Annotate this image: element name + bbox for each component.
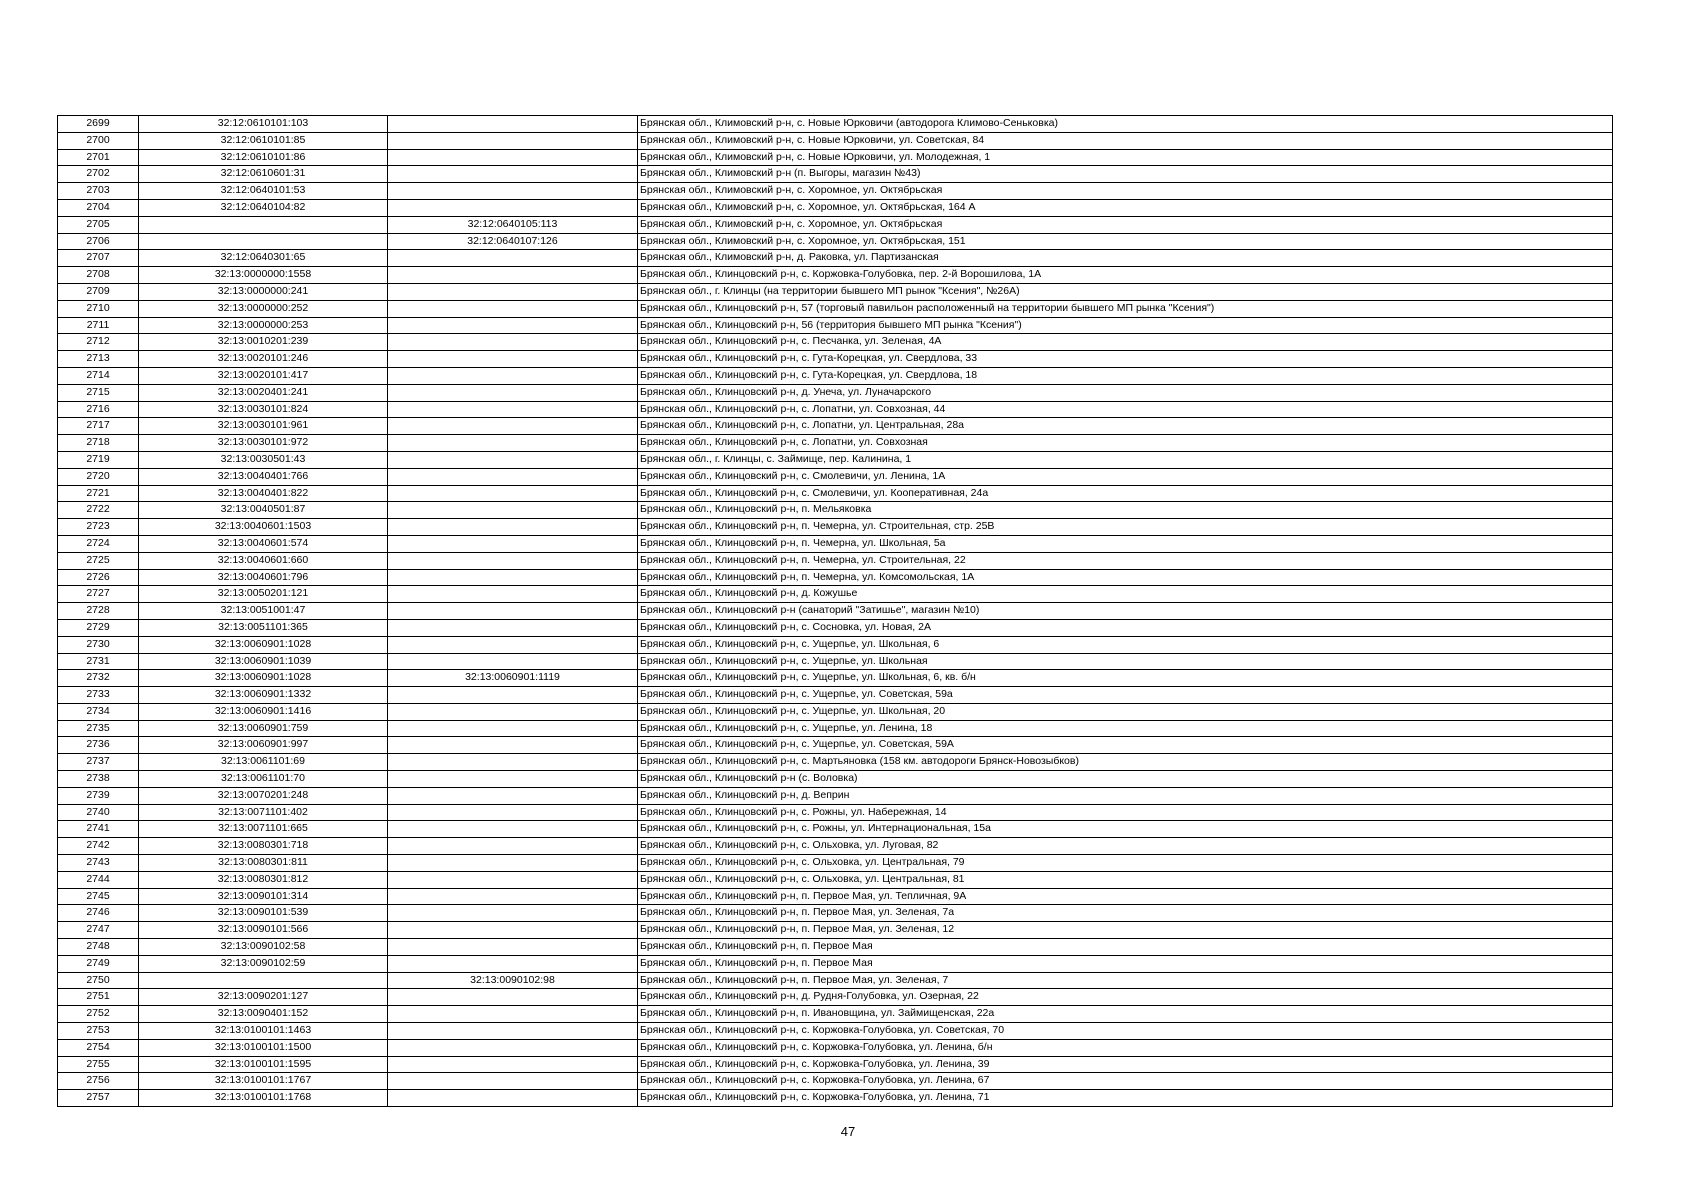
secondary-cadastral-number-cell (388, 1056, 638, 1073)
address-cell: Брянская обл., Клинцовский р-н, д. Кожушье (638, 586, 1613, 603)
table-row (58, 619, 1613, 636)
table-row (58, 687, 1613, 704)
cadastral-number-cell: 32:13:0090101:539 (139, 905, 388, 922)
address-cell: Брянская обл., Клинцовский р-н, д. Унеча, ул. Луначарского (638, 384, 1613, 401)
table-row (58, 116, 1613, 133)
table-row (58, 300, 1613, 317)
address-cell: Брянская обл., Климовский р-н, с. Хоромное, ул. Октябрьская, 164 А (638, 199, 1613, 216)
row-number-cell: 2731 (58, 653, 139, 670)
secondary-cadastral-number-cell (388, 199, 638, 216)
cadastral-number-cell: 32:13:0040601:574 (139, 535, 388, 552)
row-number-cell: 2735 (58, 720, 139, 737)
cadastral-number-cell: 32:13:0040601:660 (139, 552, 388, 569)
table-row (58, 653, 1613, 670)
row-number-cell: 2703 (58, 183, 139, 200)
table-row (58, 871, 1613, 888)
table-row (58, 183, 1613, 200)
address-cell: Брянская обл., Клинцовский р-н, с. Коржовка-Голубовка, ул. Ленина, 39 (638, 1056, 1613, 1073)
row-number-cell: 2701 (58, 149, 139, 166)
address-cell: Брянская обл., Климовский р-н, с. Новые Юрковичи, ул. Советская, 84 (638, 132, 1613, 149)
table-row (58, 636, 1613, 653)
cadastral-number-cell: 32:13:0100101:1463 (139, 1023, 388, 1040)
cadastral-number-cell: 32:13:0030501:43 (139, 451, 388, 468)
row-number-cell: 2745 (58, 888, 139, 905)
row-number-cell: 2714 (58, 367, 139, 384)
row-number-cell: 2742 (58, 838, 139, 855)
row-number-cell: 2749 (58, 955, 139, 972)
cadastral-number-cell: 32:13:0080301:718 (139, 838, 388, 855)
cadastral-number-cell: 32:13:0070201:248 (139, 787, 388, 804)
secondary-cadastral-number-cell (388, 821, 638, 838)
table-row (58, 1090, 1613, 1107)
table-row (58, 989, 1613, 1006)
secondary-cadastral-number-cell (388, 569, 638, 586)
row-number-cell: 2712 (58, 334, 139, 351)
address-cell: Брянская обл., Клинцовский р-н, п. Первое Мая, ул. Зеленая, 7 (638, 972, 1613, 989)
row-number-cell: 2718 (58, 435, 139, 452)
table-row (58, 603, 1613, 620)
table-row (58, 939, 1613, 956)
row-number-cell: 2746 (58, 905, 139, 922)
table-row (58, 838, 1613, 855)
address-cell: Брянская обл., Клинцовский р-н, п. Ивановщина, ул. Займищенская, 22а (638, 1006, 1613, 1023)
cadastral-number-cell: 32:13:0071101:665 (139, 821, 388, 838)
secondary-cadastral-number-cell (388, 552, 638, 569)
cadastral-number-cell: 32:13:0040401:822 (139, 485, 388, 502)
secondary-cadastral-number-cell (388, 502, 638, 519)
secondary-cadastral-number-cell (388, 283, 638, 300)
cadastral-number-cell: 32:13:0100101:1767 (139, 1073, 388, 1090)
address-cell: Брянская обл., Климовский р-н, д. Раковка, ул. Партизанская (638, 250, 1613, 267)
address-cell: Брянская обл., Клинцовский р-н, с. Коржовка-Голубовка, ул. Ленина, б/н (638, 1039, 1613, 1056)
table-row (58, 132, 1613, 149)
secondary-cadastral-number-cell (388, 603, 638, 620)
address-cell: Брянская обл., Клинцовский р-н, 56 (территория бывшего МП рынка "Ксения") (638, 317, 1613, 334)
address-cell: Брянская обл., Клинцовский р-н, п. Первое Мая, ул. Зеленая, 12 (638, 922, 1613, 939)
cadastral-number-cell: 32:12:0640104:82 (139, 199, 388, 216)
row-number-cell: 2755 (58, 1056, 139, 1073)
address-cell: Брянская обл., Клинцовский р-н (с. Воловка) (638, 771, 1613, 788)
secondary-cadastral-number-cell: 32:13:0090102:98 (388, 972, 638, 989)
address-cell: Брянская обл., Клинцовский р-н, с. Рожны, ул. Набережная, 14 (638, 804, 1613, 821)
address-cell: Брянская обл., Клинцовский р-н, с. Лопатни, ул. Совхозная, 44 (638, 401, 1613, 418)
secondary-cadastral-number-cell (388, 1073, 638, 1090)
address-cell: Брянская обл., Клинцовский р-н, п. Чемерна, ул. Школьная, 5а (638, 535, 1613, 552)
address-cell: Брянская обл., Климовский р-н, с. Хоромное, ул. Октябрьская (638, 216, 1613, 233)
address-cell: Брянская обл., Клинцовский р-н, с. Коржовка-Голубовка, пер. 2-й Ворошилова, 1А (638, 267, 1613, 284)
cadastral-number-cell: 32:13:0060901:759 (139, 720, 388, 737)
cadastral-number-cell: 32:13:0090401:152 (139, 1006, 388, 1023)
secondary-cadastral-number-cell (388, 804, 638, 821)
table-row (58, 367, 1613, 384)
row-number-cell: 2754 (58, 1039, 139, 1056)
secondary-cadastral-number-cell: 32:12:0640105:113 (388, 216, 638, 233)
address-cell: Брянская обл., Клинцовский р-н, с. Лопатни, ул. Центральная, 28а (638, 418, 1613, 435)
cadastral-number-cell: 32:12:0610101:86 (139, 149, 388, 166)
address-cell: Брянская обл., Клинцовский р-н, с. Ущерпье, ул. Школьная, 20 (638, 703, 1613, 720)
secondary-cadastral-number-cell (388, 116, 638, 133)
address-cell: Брянская обл., Клинцовский р-н, с. Песчанка, ул. Зеленая, 4А (638, 334, 1613, 351)
row-number-cell: 2707 (58, 250, 139, 267)
table-row (58, 552, 1613, 569)
table-row (58, 317, 1613, 334)
table-row (58, 1039, 1613, 1056)
table-row (58, 535, 1613, 552)
cadastral-number-cell: 32:13:0071101:402 (139, 804, 388, 821)
table-row (58, 1073, 1613, 1090)
address-cell: Брянская обл., Клинцовский р-н, с. Лопатни, ул. Совхозная (638, 435, 1613, 452)
secondary-cadastral-number-cell (388, 687, 638, 704)
address-cell: Брянская обл., Клинцовский р-н, с. Смолевичи, ул. Ленина, 1А (638, 468, 1613, 485)
table-body (58, 116, 1613, 1107)
address-cell: Брянская обл., Климовский р-н (п. Выгоры, магазин №43) (638, 166, 1613, 183)
secondary-cadastral-number-cell (388, 166, 638, 183)
cadastral-number-cell: 32:13:0000000:253 (139, 317, 388, 334)
address-cell: Брянская обл., Клинцовский р-н, п. Первое Мая (638, 955, 1613, 972)
cadastral-number-cell: 32:13:0050201:121 (139, 586, 388, 603)
row-number-cell: 2750 (58, 972, 139, 989)
row-number-cell: 2757 (58, 1090, 139, 1107)
address-cell: Брянская обл., Клинцовский р-н, п. Первое Мая, ул. Зеленая, 7а (638, 905, 1613, 922)
table-row (58, 149, 1613, 166)
row-number-cell: 2744 (58, 871, 139, 888)
cadastral-number-cell: 32:13:0030101:961 (139, 418, 388, 435)
cadastral-number-cell: 32:13:0060901:997 (139, 737, 388, 754)
row-number-cell: 2729 (58, 619, 139, 636)
row-number-cell: 2715 (58, 384, 139, 401)
row-number-cell: 2710 (58, 300, 139, 317)
row-number-cell: 2756 (58, 1073, 139, 1090)
address-cell: Брянская обл., Клинцовский р-н, с. Ущерпье, ул. Школьная, 6 (638, 636, 1613, 653)
secondary-cadastral-number-cell (388, 922, 638, 939)
secondary-cadastral-number-cell (388, 855, 638, 872)
secondary-cadastral-number-cell (388, 367, 638, 384)
cadastral-number-cell: 32:13:0060901:1332 (139, 687, 388, 704)
secondary-cadastral-number-cell (388, 1006, 638, 1023)
secondary-cadastral-number-cell (388, 317, 638, 334)
row-number-cell: 2708 (58, 267, 139, 284)
cadastral-number-cell: 32:13:0060901:1039 (139, 653, 388, 670)
address-cell: Брянская обл., Клинцовский р-н, с. Коржовка-Голубовка, ул. Ленина, 67 (638, 1073, 1613, 1090)
row-number-cell: 2753 (58, 1023, 139, 1040)
secondary-cadastral-number-cell (388, 703, 638, 720)
address-cell: Брянская обл., Клинцовский р-н, с. Смолевичи, ул. Кооперативная, 24а (638, 485, 1613, 502)
table-row (58, 569, 1613, 586)
secondary-cadastral-number-cell (388, 871, 638, 888)
row-number-cell: 2752 (58, 1006, 139, 1023)
secondary-cadastral-number-cell (388, 351, 638, 368)
table-row (58, 1023, 1613, 1040)
secondary-cadastral-number-cell (388, 451, 638, 468)
address-cell: Брянская обл., Клинцовский р-н, с. Рожны, ул. Интернациональная, 15а (638, 821, 1613, 838)
address-cell: Брянская обл., г. Клинцы (на территории бывшего МП рынок "Ксения", №26А) (638, 283, 1613, 300)
address-cell: Брянская обл., Клинцовский р-н, с. Мартьяновка (158 км. автодороги Брянск-Новозыбков) (638, 754, 1613, 771)
row-number-cell: 2747 (58, 922, 139, 939)
cadastral-number-cell: 32:13:0000000:252 (139, 300, 388, 317)
address-cell: Брянская обл., Клинцовский р-н, с. Гута-Корецкая, ул. Свердлова, 18 (638, 367, 1613, 384)
secondary-cadastral-number-cell (388, 401, 638, 418)
secondary-cadastral-number-cell (388, 653, 638, 670)
cadastral-number-cell: 32:13:0020101:417 (139, 367, 388, 384)
address-cell: Брянская обл., Клинцовский р-н, с. Ущерпье, ул. Школьная (638, 653, 1613, 670)
cadastral-number-cell: 32:13:0010201:239 (139, 334, 388, 351)
secondary-cadastral-number-cell (388, 418, 638, 435)
table-row (58, 351, 1613, 368)
table-row (58, 922, 1613, 939)
table-row (58, 502, 1613, 519)
row-number-cell: 2730 (58, 636, 139, 653)
secondary-cadastral-number-cell (388, 754, 638, 771)
cadastral-number-cell: 32:13:0100101:1768 (139, 1090, 388, 1107)
address-cell: Брянская обл., Клинцовский р-н, д. Веприн (638, 787, 1613, 804)
cadastral-number-cell: 32:13:0030101:824 (139, 401, 388, 418)
row-number-cell: 2709 (58, 283, 139, 300)
cadastral-number-cell: 32:13:0090101:314 (139, 888, 388, 905)
table-row (58, 771, 1613, 788)
cadastral-number-cell: 32:13:0040501:87 (139, 502, 388, 519)
secondary-cadastral-number-cell (388, 250, 638, 267)
cadastral-number-cell: 32:13:0090101:566 (139, 922, 388, 939)
secondary-cadastral-number-cell: 32:13:0060901:1119 (388, 670, 638, 687)
row-number-cell: 2719 (58, 451, 139, 468)
secondary-cadastral-number-cell (388, 384, 638, 401)
table-row (58, 384, 1613, 401)
address-cell: Брянская обл., Клинцовский р-н, п. Первое Мая (638, 939, 1613, 956)
table-row (58, 754, 1613, 771)
cadastral-number-cell: 32:13:0040601:1503 (139, 519, 388, 536)
cadastral-number-cell: 32:13:0051101:365 (139, 619, 388, 636)
row-number-cell: 2751 (58, 989, 139, 1006)
table-row (58, 972, 1613, 989)
table-row (58, 905, 1613, 922)
table-row (58, 435, 1613, 452)
cadastral-number-cell (139, 972, 388, 989)
table-row (58, 267, 1613, 284)
address-cell: Брянская обл., Клинцовский р-н, с. Коржовка-Голубовка, ул. Советская, 70 (638, 1023, 1613, 1040)
cadastral-number-cell (139, 216, 388, 233)
table-row (58, 821, 1613, 838)
table-row (58, 955, 1613, 972)
cadastral-number-cell: 32:12:0640101:53 (139, 183, 388, 200)
row-number-cell: 2699 (58, 116, 139, 133)
row-number-cell: 2732 (58, 670, 139, 687)
table-row (58, 199, 1613, 216)
cadastral-number-cell: 32:13:0020101:246 (139, 351, 388, 368)
cadastral-number-cell: 32:13:0090102:59 (139, 955, 388, 972)
address-cell: Брянская обл., Клинцовский р-н, 57 (торговый павильон расположенный на территории бывшего МП рынка "Ксения") (638, 300, 1613, 317)
row-number-cell: 2704 (58, 199, 139, 216)
table-row (58, 1056, 1613, 1073)
address-cell: Брянская обл., Клинцовский р-н, с. Ущерпье, ул. Школьная, 6, кв. б/н (638, 670, 1613, 687)
cadastral-number-cell: 32:13:0000000:241 (139, 283, 388, 300)
row-number-cell: 2711 (58, 317, 139, 334)
cadastral-number-cell: 32:12:0610101:103 (139, 116, 388, 133)
table-row (58, 1006, 1613, 1023)
secondary-cadastral-number-cell (388, 468, 638, 485)
table-row (58, 468, 1613, 485)
row-number-cell: 2738 (58, 771, 139, 788)
address-cell: Брянская обл., г. Клинцы, с. Займище, пер. Калинина, 1 (638, 451, 1613, 468)
secondary-cadastral-number-cell (388, 720, 638, 737)
table-row (58, 737, 1613, 754)
table-row (58, 233, 1613, 250)
secondary-cadastral-number-cell (388, 939, 638, 956)
table-row (58, 855, 1613, 872)
table-row (58, 888, 1613, 905)
secondary-cadastral-number-cell (388, 838, 638, 855)
row-number-cell: 2722 (58, 502, 139, 519)
secondary-cadastral-number-cell (388, 1039, 638, 1056)
table-row (58, 334, 1613, 351)
secondary-cadastral-number-cell (388, 619, 638, 636)
secondary-cadastral-number-cell (388, 787, 638, 804)
table-row (58, 451, 1613, 468)
cadastral-number-cell: 32:12:0640301:65 (139, 250, 388, 267)
secondary-cadastral-number-cell (388, 586, 638, 603)
address-cell: Брянская обл., Клинцовский р-н, с. Ущерпье, ул. Ленина, 18 (638, 720, 1613, 737)
page-number: 47 (840, 1124, 856, 1139)
table-row (58, 519, 1613, 536)
cadastral-number-cell: 32:13:0040401:766 (139, 468, 388, 485)
address-cell: Брянская обл., Клинцовский р-н, с. Гута-Корецкая, ул. Свердлова, 33 (638, 351, 1613, 368)
secondary-cadastral-number-cell (388, 300, 638, 317)
row-number-cell: 2726 (58, 569, 139, 586)
table-row (58, 283, 1613, 300)
row-number-cell: 2713 (58, 351, 139, 368)
cadastral-number-cell: 32:13:0090201:127 (139, 989, 388, 1006)
row-number-cell: 2700 (58, 132, 139, 149)
row-number-cell: 2705 (58, 216, 139, 233)
secondary-cadastral-number-cell (388, 771, 638, 788)
row-number-cell: 2723 (58, 519, 139, 536)
address-cell: Брянская обл., Клинцовский р-н, с. Сосновка, ул. Новая, 2А (638, 619, 1613, 636)
address-cell: Брянская обл., Клинцовский р-н, с. Ущерпье, ул. Советская, 59А (638, 737, 1613, 754)
row-number-cell: 2717 (58, 418, 139, 435)
table-row (58, 670, 1613, 687)
address-cell: Брянская обл., Клинцовский р-н, п. Чемерна, ул. Строительная, стр. 25В (638, 519, 1613, 536)
cadastral-number-cell (139, 233, 388, 250)
row-number-cell: 2737 (58, 754, 139, 771)
secondary-cadastral-number-cell (388, 989, 638, 1006)
table-row (58, 804, 1613, 821)
address-cell: Брянская обл., Клинцовский р-н, с. Ольховка, ул. Центральная, 79 (638, 855, 1613, 872)
address-cell: Брянская обл., Клинцовский р-н, с. Ольховка, ул. Луговая, 82 (638, 838, 1613, 855)
secondary-cadastral-number-cell (388, 149, 638, 166)
table-row (58, 250, 1613, 267)
table-row (58, 720, 1613, 737)
row-number-cell: 2721 (58, 485, 139, 502)
secondary-cadastral-number-cell (388, 955, 638, 972)
cadastral-number-cell: 32:12:0610101:85 (139, 132, 388, 149)
row-number-cell: 2716 (58, 401, 139, 418)
table-row (58, 418, 1613, 435)
address-cell: Брянская обл., Климовский р-н, с. Хоромное, ул. Октябрьская (638, 183, 1613, 200)
row-number-cell: 2702 (58, 166, 139, 183)
secondary-cadastral-number-cell (388, 132, 638, 149)
secondary-cadastral-number-cell (388, 334, 638, 351)
table-row (58, 401, 1613, 418)
cadastral-number-cell: 32:13:0061101:70 (139, 771, 388, 788)
table-row (58, 166, 1613, 183)
table-row (58, 485, 1613, 502)
address-cell: Брянская обл., Клинцовский р-н, с. Ущерпье, ул. Советская, 59а (638, 687, 1613, 704)
secondary-cadastral-number-cell (388, 1090, 638, 1107)
address-cell: Брянская обл., Клинцовский р-н, п. Чемерна, ул. Строительная, 22 (638, 552, 1613, 569)
address-cell: Брянская обл., Климовский р-н, с. Новые Юрковичи (автодорога Климово-Сеньковка) (638, 116, 1613, 133)
secondary-cadastral-number-cell (388, 888, 638, 905)
row-number-cell: 2727 (58, 586, 139, 603)
address-cell: Брянская обл., Клинцовский р-н, д. Рудня-Голубовка, ул. Озерная, 22 (638, 989, 1613, 1006)
secondary-cadastral-number-cell (388, 636, 638, 653)
table-row (58, 586, 1613, 603)
row-number-cell: 2733 (58, 687, 139, 704)
row-number-cell: 2741 (58, 821, 139, 838)
address-cell: Брянская обл., Клинцовский р-н (санаторий "Затишье", магазин №10) (638, 603, 1613, 620)
secondary-cadastral-number-cell (388, 183, 638, 200)
secondary-cadastral-number-cell (388, 905, 638, 922)
row-number-cell: 2739 (58, 787, 139, 804)
secondary-cadastral-number-cell: 32:12:0640107:126 (388, 233, 638, 250)
secondary-cadastral-number-cell (388, 519, 638, 536)
row-number-cell: 2734 (58, 703, 139, 720)
address-cell: Брянская обл., Клинцовский р-н, с. Ольховка, ул. Центральная, 81 (638, 871, 1613, 888)
row-number-cell: 2748 (58, 939, 139, 956)
cadastral-number-cell: 32:13:0100101:1500 (139, 1039, 388, 1056)
row-number-cell: 2740 (58, 804, 139, 821)
cadastral-number-cell: 32:13:0030101:972 (139, 435, 388, 452)
cadastral-number-cell: 32:13:0051001:47 (139, 603, 388, 620)
cadastral-number-cell: 32:13:0061101:69 (139, 754, 388, 771)
cadastral-number-cell: 32:13:0020401:241 (139, 384, 388, 401)
cadastral-number-cell: 32:13:0090102:58 (139, 939, 388, 956)
row-number-cell: 2728 (58, 603, 139, 620)
cadastral-number-cell: 32:13:0040601:796 (139, 569, 388, 586)
address-cell: Брянская обл., Клинцовский р-н, п. Мельяковка (638, 502, 1613, 519)
cadastral-number-cell: 32:13:0080301:812 (139, 871, 388, 888)
row-number-cell: 2736 (58, 737, 139, 754)
data-table (57, 115, 1613, 1107)
cadastral-number-cell: 32:13:0060901:1028 (139, 636, 388, 653)
cadastral-number-cell: 32:13:0080301:811 (139, 855, 388, 872)
row-number-cell: 2725 (58, 552, 139, 569)
secondary-cadastral-number-cell (388, 267, 638, 284)
address-cell: Брянская обл., Клинцовский р-н, п. Первое Мая, ул. Тепличная, 9А (638, 888, 1613, 905)
row-number-cell: 2720 (58, 468, 139, 485)
address-cell: Брянская обл., Клинцовский р-н, с. Коржовка-Голубовка, ул. Ленина, 71 (638, 1090, 1613, 1107)
cadastral-number-cell: 32:12:0610601:31 (139, 166, 388, 183)
secondary-cadastral-number-cell (388, 535, 638, 552)
row-number-cell: 2743 (58, 855, 139, 872)
table-row (58, 216, 1613, 233)
secondary-cadastral-number-cell (388, 1023, 638, 1040)
cadastral-number-cell: 32:13:0100101:1595 (139, 1056, 388, 1073)
secondary-cadastral-number-cell (388, 737, 638, 754)
cadastral-number-cell: 32:13:0060901:1028 (139, 670, 388, 687)
secondary-cadastral-number-cell (388, 435, 638, 452)
address-cell: Брянская обл., Климовский р-н, с. Новые Юрковичи, ул. Молодежная, 1 (638, 149, 1613, 166)
row-number-cell: 2724 (58, 535, 139, 552)
cadastral-number-cell: 32:13:0060901:1416 (139, 703, 388, 720)
row-number-cell: 2706 (58, 233, 139, 250)
cadastral-number-cell: 32:13:0000000:1558 (139, 267, 388, 284)
address-cell: Брянская обл., Клинцовский р-н, п. Чемерна, ул. Комсомольская, 1А (638, 569, 1613, 586)
table-row (58, 703, 1613, 720)
address-cell: Брянская обл., Климовский р-н, с. Хоромное, ул. Октябрьская, 151 (638, 233, 1613, 250)
table-row (58, 787, 1613, 804)
secondary-cadastral-number-cell (388, 485, 638, 502)
